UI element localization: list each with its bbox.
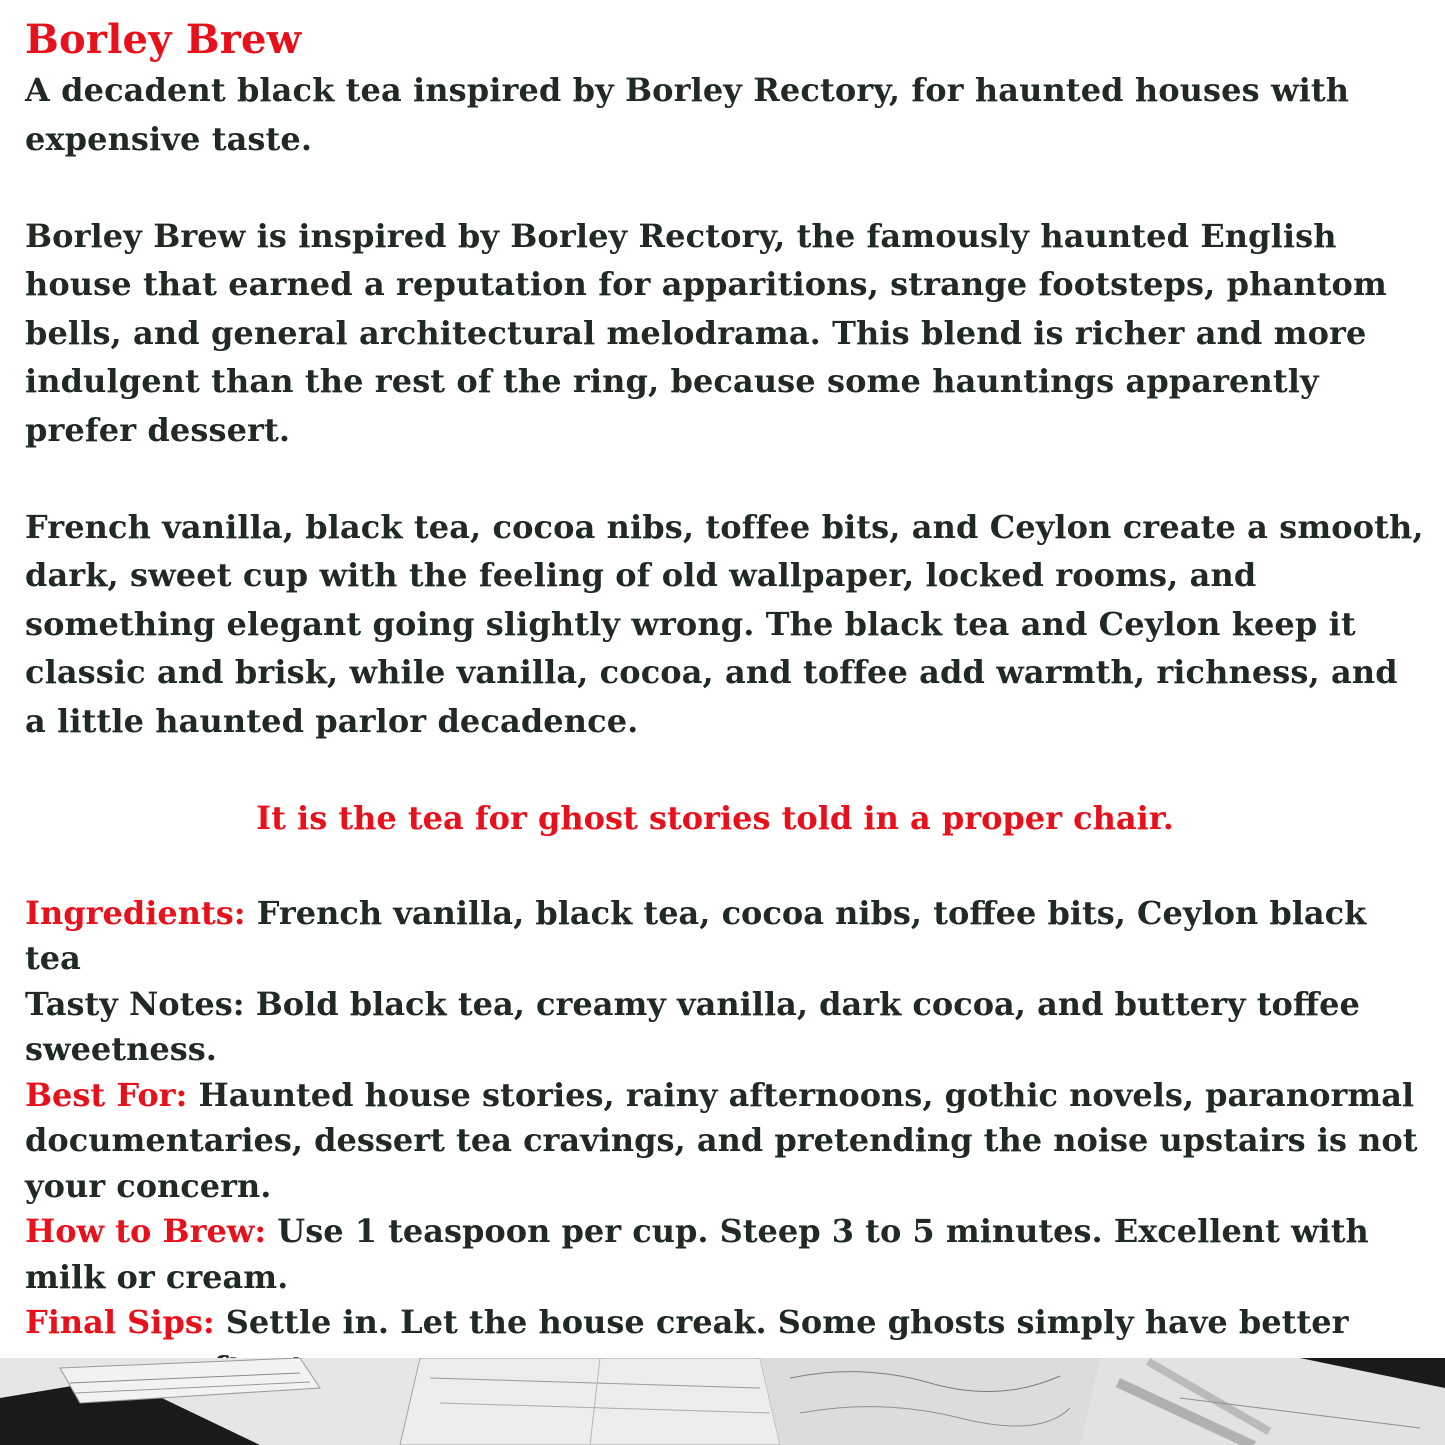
best-for-line bbox=[25, 1073, 1425, 1210]
how-to-brew-value: Use 1 teaspoon per cup. Steep 3 to 5 minutes. Excellent with milk or cream. bbox=[25, 1212, 1369, 1296]
tasty-notes-line: Tasty Notes: Bold black tea, creamy vanilla, dark cocoa, and buttery toffee sweetness. bbox=[25, 984, 1360, 1068]
spacer bbox=[25, 745, 1425, 794]
how-to-brew-label: How to Brew: bbox=[25, 1212, 267, 1250]
papers-photo-strip bbox=[0, 1358, 1445, 1445]
ingredients-line bbox=[25, 891, 1425, 982]
final-sips-label: Final Sips: bbox=[25, 1303, 215, 1341]
best-for-value: Haunted house stories, rainy afternoons, gothic novels, paranormal documentaries, dessert tea cravings, and pretending the noise upstairs is not your concern. bbox=[25, 1075, 1418, 1205]
spacer bbox=[25, 163, 1425, 212]
papers-and-pens-illustration bbox=[0, 1358, 1445, 1445]
tagline: It is the tea for ghost stories told in a proper chair. bbox=[256, 798, 1174, 837]
product-description bbox=[25, 14, 1425, 1391]
story-paragraph: Borley Brew is inspired by Borley Rectory, the famously haunted English house that earned a reputation for apparitions, strange footsteps, phantom bells, and general architectural melodrama. This blend is richer and more indulgent than the rest of the ring, because some hauntings apparently prefer dessert. bbox=[25, 216, 1387, 449]
product-subtitle: A decadent black tea inspired by Borley Rectory, for haunted houses with expensive taste. bbox=[25, 71, 1350, 158]
product-title: Borley Brew bbox=[25, 16, 302, 63]
spacer bbox=[25, 842, 1425, 891]
ingredients-label: Ingredients: bbox=[25, 893, 246, 932]
how-to-brew-line bbox=[25, 1209, 1425, 1300]
flavor-paragraph: French vanilla, black tea, cocoa nibs, toffee bits, and Ceylon create a smooth, dark, sweet cup with the feeling of old wallpaper, locked rooms, and something elegant going slightly wrong. The black tea and Ceylon keep it classic and brisk, while vanilla, cocoa, and toffee add warmth, richness, and a little haunted parlor decadence. bbox=[25, 507, 1424, 740]
ingredients-value: French vanilla, black tea, cocoa nibs, toffee bits, Ceylon black tea bbox=[25, 893, 1367, 977]
best-for-label: Best For: bbox=[25, 1075, 188, 1114]
final-sips-value: Settle in. Let the house creak. Some ghosts simply have better bbox=[225, 1303, 1349, 1341]
spacer bbox=[25, 454, 1425, 503]
